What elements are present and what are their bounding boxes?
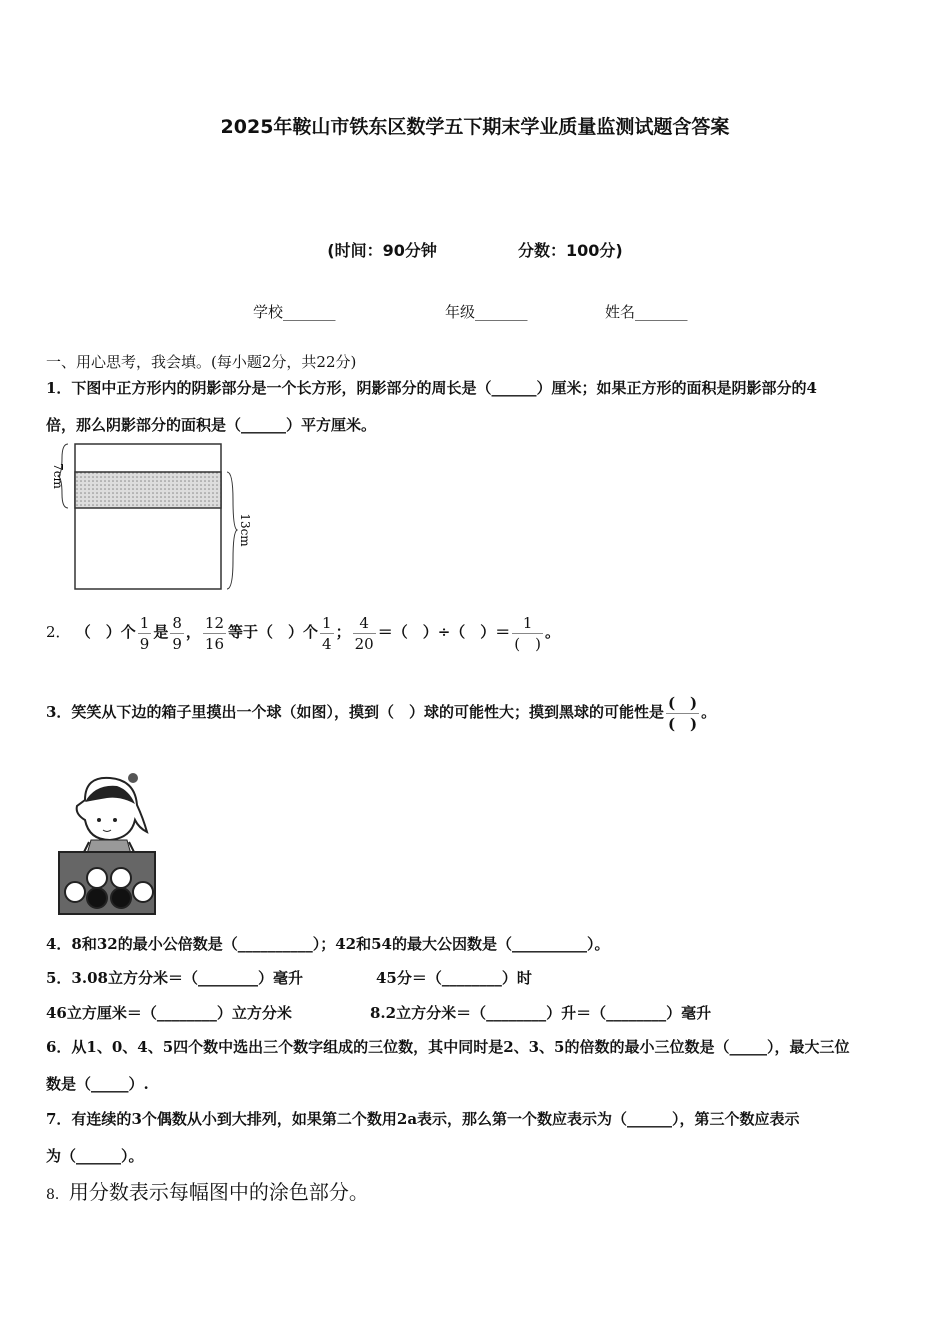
fraction-blank: $\frac{( )}{( )}$	[667, 693, 698, 733]
square-outline	[75, 444, 221, 589]
school-field: 学校_______	[253, 303, 336, 321]
question-5c: 46立方厘米＝（________）立方分米	[46, 1004, 292, 1022]
q2-text-3: ，	[185, 623, 201, 641]
section-heading: 一、用心思考，我会填。(每小题2分，共22分)	[46, 353, 357, 371]
question-5a: 5．3.08立方分米＝（________）毫升	[46, 969, 303, 987]
question-6-line1: 6．从1、0、4、5四个数中选出三个数字组成的三位数，其中同时是2、3、5的倍数的最小三位数是（_____），最大三位	[46, 1038, 850, 1056]
question-2-number: 2．	[46, 623, 71, 641]
score-label: 分数：100分)	[518, 241, 623, 260]
question-8-number: 8．	[46, 1187, 69, 1203]
shaded-rectangle	[75, 472, 221, 508]
black-ball	[87, 888, 107, 908]
fraction-12-16: $\frac{12}{16}$	[204, 613, 225, 653]
fraction-8-9: $\frac{8}{9}$	[172, 613, 182, 653]
question-6-line2: 数是（_____）.	[46, 1075, 149, 1093]
right-brace	[227, 472, 237, 589]
exam-meta	[0, 238, 950, 261]
question-3-text: 3．笑笑从下边的箱子里摸出一个球（如图），摸到（ ）球的可能性大；摸到黑球的可能性是	[46, 703, 664, 721]
question-8	[46, 1176, 369, 1205]
fraction-4-20: $\frac{4}{20}$	[354, 613, 374, 653]
question-1-line1: 1．下图中正方形内的阴影部分是一个长方形，阴影部分的周长是（______）厘米；如果正方形的面积是阴影部分的4	[46, 379, 817, 397]
question-7-line1: 7．有连续的3个偶数从小到大排列，如果第二个数用2a表示，那么第一个数应表示为（______），第三个数应表示	[46, 1110, 800, 1128]
white-ball	[133, 882, 153, 902]
q2-text-2: 是	[153, 623, 169, 641]
question-8-text: 用分数表示每幅图中的涂色部分。	[68, 1180, 369, 1204]
q2-text-5: ；	[335, 623, 351, 641]
q2-text-7: 。	[544, 623, 560, 641]
time-label: (时间：90分钟	[327, 241, 437, 260]
q2-text-4: 等于（ ）个	[228, 623, 319, 641]
grade-field: 年级_______	[445, 303, 528, 321]
question-2	[46, 608, 560, 656]
question-5d: 8.2立方分米＝（________）升＝（________）毫升	[370, 1004, 712, 1022]
fraction-1-9: $\frac{1}{9}$	[139, 613, 150, 653]
question-5b: 45分＝（________）时	[376, 969, 532, 987]
label-7cm: 7cm	[51, 463, 65, 489]
label-13cm: 13cm	[238, 513, 252, 547]
black-ball	[111, 888, 131, 908]
question-4: 4．8和32的最小公倍数是（__________）；42和54的最大公因数是（__________）。	[46, 935, 610, 953]
white-ball	[87, 868, 107, 888]
question-3	[46, 688, 716, 736]
q2-text-1: （ ）个	[75, 623, 136, 641]
question-3-end: 。	[701, 703, 717, 721]
white-ball	[65, 882, 85, 902]
question-7-line2: 为（______）。	[46, 1147, 144, 1165]
girl-with-box-illustration	[55, 770, 160, 920]
fraction-1-4: $\frac{1}{4}$	[322, 613, 332, 653]
name-field: 姓名_______	[605, 303, 688, 321]
q2-text-6: ＝（ ）÷（ ）＝	[377, 623, 511, 641]
white-ball	[111, 868, 131, 888]
square-figure	[44, 440, 254, 596]
page-title: 2025年鞍山市铁东区数学五下期末学业质量监测试题含答案	[220, 116, 730, 138]
question-1-line2: 倍，那么阴影部分的面积是（______）平方厘米。	[46, 416, 377, 434]
fraction-1-blank: $\frac{1}{( )}$	[514, 613, 541, 653]
